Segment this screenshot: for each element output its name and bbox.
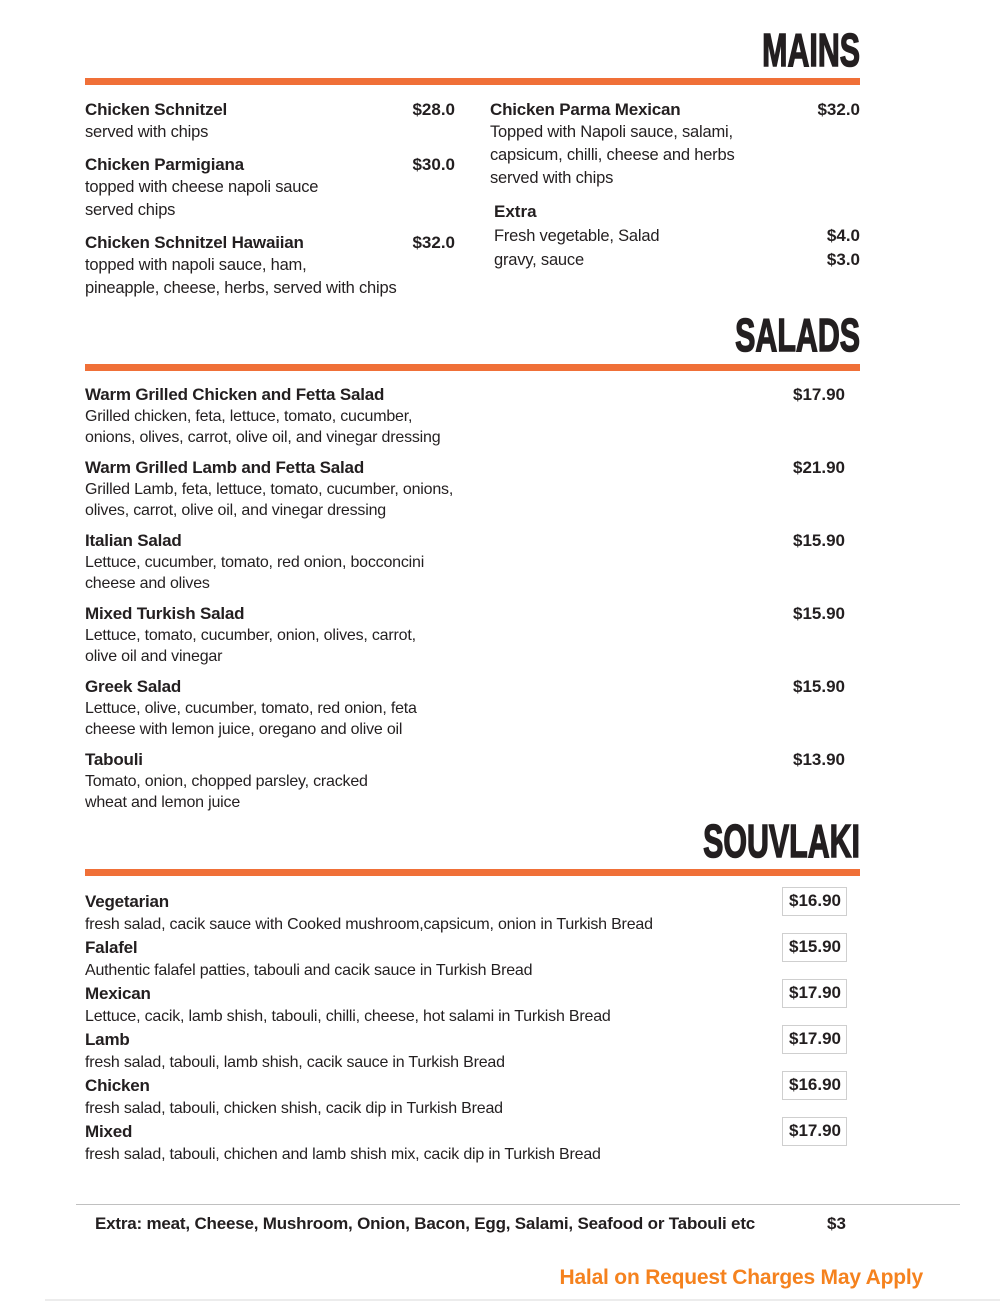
- item-name-row: [85, 675, 845, 698]
- extra-label: Fresh vegetable, Salad: [494, 227, 660, 246]
- item-name: Mixed: [85, 1122, 133, 1142]
- item-price-box: $17.90: [782, 1025, 847, 1054]
- item-description-line: olives, carrot, olive oil, and vinegar dressing: [85, 501, 386, 519]
- item-name: Tabouli: [85, 749, 143, 769]
- item-price: $30.0: [412, 155, 455, 175]
- section-header-salads: [85, 309, 860, 370]
- item-name: Chicken Parma Mexican: [490, 100, 681, 120]
- extras-row: [76, 1204, 960, 1235]
- item-name: Falafel: [85, 938, 138, 958]
- menu-item: [85, 383, 845, 448]
- item-name: Chicken Schnitzel Hawaiian: [85, 233, 304, 253]
- souvlaki-orange-rule: [85, 869, 860, 876]
- item-name-row: [85, 602, 845, 625]
- item-name: Warm Grilled Chicken and Fetta Salad: [85, 384, 385, 404]
- item-price-box: $15.90: [782, 933, 847, 962]
- item-name-row: [85, 456, 845, 479]
- item-description-line: wheat and lemon juice: [85, 793, 241, 811]
- item-description-line: Authentic falafel patties, tabouli and cacik sauce in Turkish Bread: [85, 961, 533, 979]
- menu-item: [85, 748, 845, 813]
- item-description-line: cheese and olives: [85, 574, 210, 592]
- item-description-line: Lettuce, cacik, lamb shish, tabouli, chilli, cheese, hot salami in Turkish Bread: [85, 1007, 611, 1025]
- menu-item: [85, 1075, 847, 1120]
- item-description-line: fresh salad, cacik sauce with Cooked mushroom,capsicum, onion in Turkish Bread: [85, 915, 653, 933]
- item-description-line: onions, olives, carrot, olive oil, and vinegar dressing: [85, 428, 441, 446]
- menu-item: [85, 153, 455, 222]
- souvlaki-list: [85, 891, 847, 1166]
- extra-row: [494, 224, 860, 248]
- item-price: $15.90: [793, 676, 845, 696]
- menu-item: [85, 1121, 847, 1166]
- item-name-row: [85, 231, 455, 254]
- item-name: Lamb: [85, 1030, 130, 1050]
- bottom-divider-line: [45, 1299, 1000, 1301]
- item-price: $13.90: [793, 749, 845, 769]
- menu-item: [85, 675, 845, 740]
- item-name-row: [85, 153, 455, 176]
- item-description-line: Topped with Napoli sauce, salami,: [490, 123, 733, 142]
- item-name: Vegetarian: [85, 892, 169, 912]
- item-name-row: [490, 98, 860, 121]
- item-name: Italian Salad: [85, 530, 182, 550]
- extra-price: $3.0: [826, 250, 860, 270]
- mains-title: MAINS: [762, 24, 860, 76]
- mains-left-column: [85, 98, 455, 309]
- item-price: $32.0: [412, 233, 455, 253]
- section-header-souvlaki: [85, 814, 860, 876]
- item-name: Chicken Parmigiana: [85, 155, 244, 175]
- item-description-line: topped with cheese napoli sauce: [85, 178, 319, 197]
- menu-item: [85, 529, 845, 594]
- salads-title: SALADS: [735, 309, 860, 362]
- item-price-box: $17.90: [782, 1117, 847, 1146]
- item-name: Mixed Turkish Salad: [85, 603, 245, 623]
- item-description-line: Lettuce, cucumber, tomato, red onion, bocconcini: [85, 553, 425, 571]
- item-description-line: topped with napoli sauce, ham,: [85, 256, 307, 275]
- item-price: $15.90: [793, 530, 845, 550]
- item-name: Chicken Schnitzel: [85, 100, 228, 120]
- item-name-row: [85, 383, 845, 406]
- item-price-box: $16.90: [782, 1071, 847, 1100]
- item-description-line: Lettuce, tomato, cucumber, onion, olives, carrot,: [85, 626, 416, 644]
- menu-item: [490, 98, 860, 190]
- menu-item: [85, 1029, 847, 1074]
- item-description-line: capsicum, chilli, cheese and herbs: [490, 146, 735, 165]
- item-description-line: served chips: [85, 201, 176, 220]
- item-price-box: $17.90: [782, 979, 847, 1008]
- item-description-line: Grilled Lamb, feta, lettuce, tomato, cucumber, onions,: [85, 480, 454, 498]
- item-description-line: pineapple, cheese, herbs, served with chips: [85, 279, 397, 298]
- item-name: Greek Salad: [85, 676, 182, 696]
- item-price: $15.90: [793, 603, 845, 623]
- item-description-line: served with chips: [490, 169, 614, 188]
- menu-item: [85, 231, 455, 300]
- item-description-line: Grilled chicken, feta, lettuce, tomato, cucumber,: [85, 407, 413, 425]
- mains-orange-rule: [85, 78, 860, 85]
- item-description-line: fresh salad, tabouli, chichen and lamb shish mix, cacik dip in Turkish Bread: [85, 1145, 601, 1163]
- item-price: $28.0: [412, 100, 455, 120]
- item-name-row: [85, 98, 455, 121]
- extras-price: $3: [827, 1214, 846, 1234]
- item-name: Mexican: [85, 984, 151, 1004]
- item-name: Chicken: [85, 1076, 150, 1096]
- item-description-line: fresh salad, tabouli, lamb shish, cacik sauce in Turkish Bread: [85, 1053, 505, 1071]
- item-name-row: [85, 529, 845, 552]
- mains-columns: [85, 98, 860, 309]
- mains-right-column: [490, 98, 860, 309]
- extra-label: gravy, sauce: [494, 251, 584, 270]
- item-price-box: $16.90: [782, 887, 847, 916]
- item-name: Warm Grilled Lamb and Fetta Salad: [85, 457, 364, 477]
- menu-item: [85, 98, 455, 144]
- item-description-line: fresh salad, tabouli, chicken shish, cacik dip in Turkish Bread: [85, 1099, 503, 1117]
- mains-extra-block: [494, 200, 860, 272]
- section-header-mains: [85, 24, 860, 85]
- item-price: $17.90: [793, 384, 845, 404]
- extra-heading: Extra: [494, 202, 537, 222]
- item-name-row: [85, 748, 845, 771]
- menu-item: [85, 456, 845, 521]
- halal-note: Halal on Request Charges May Apply: [559, 1266, 923, 1290]
- item-description-line: cheese with lemon juice, oregano and olive oil: [85, 720, 403, 738]
- salads-list: [85, 383, 845, 813]
- menu-item: [85, 937, 847, 982]
- extra-price: $4.0: [826, 226, 860, 246]
- souvlaki-title: SOUVLAKI: [703, 814, 860, 867]
- menu-item: [85, 983, 847, 1028]
- item-description-line: Tomato, onion, chopped parsley, cracked: [85, 772, 368, 790]
- extra-row: [494, 248, 860, 272]
- salads-orange-rule: [85, 364, 860, 371]
- item-description-line: olive oil and vinegar: [85, 647, 223, 665]
- item-price: $32.0: [817, 100, 860, 120]
- item-description-line: served with chips: [85, 123, 209, 142]
- item-description-line: Lettuce, olive, cucumber, tomato, red onion, feta: [85, 699, 417, 717]
- menu-item: [85, 602, 845, 667]
- extras-label: Extra: meat, Cheese, Mushroom, Onion, Bacon, Egg, Salami, Seafood or Tabouli etc: [95, 1214, 756, 1234]
- item-price: $21.90: [793, 457, 845, 477]
- menu-item: [85, 891, 847, 936]
